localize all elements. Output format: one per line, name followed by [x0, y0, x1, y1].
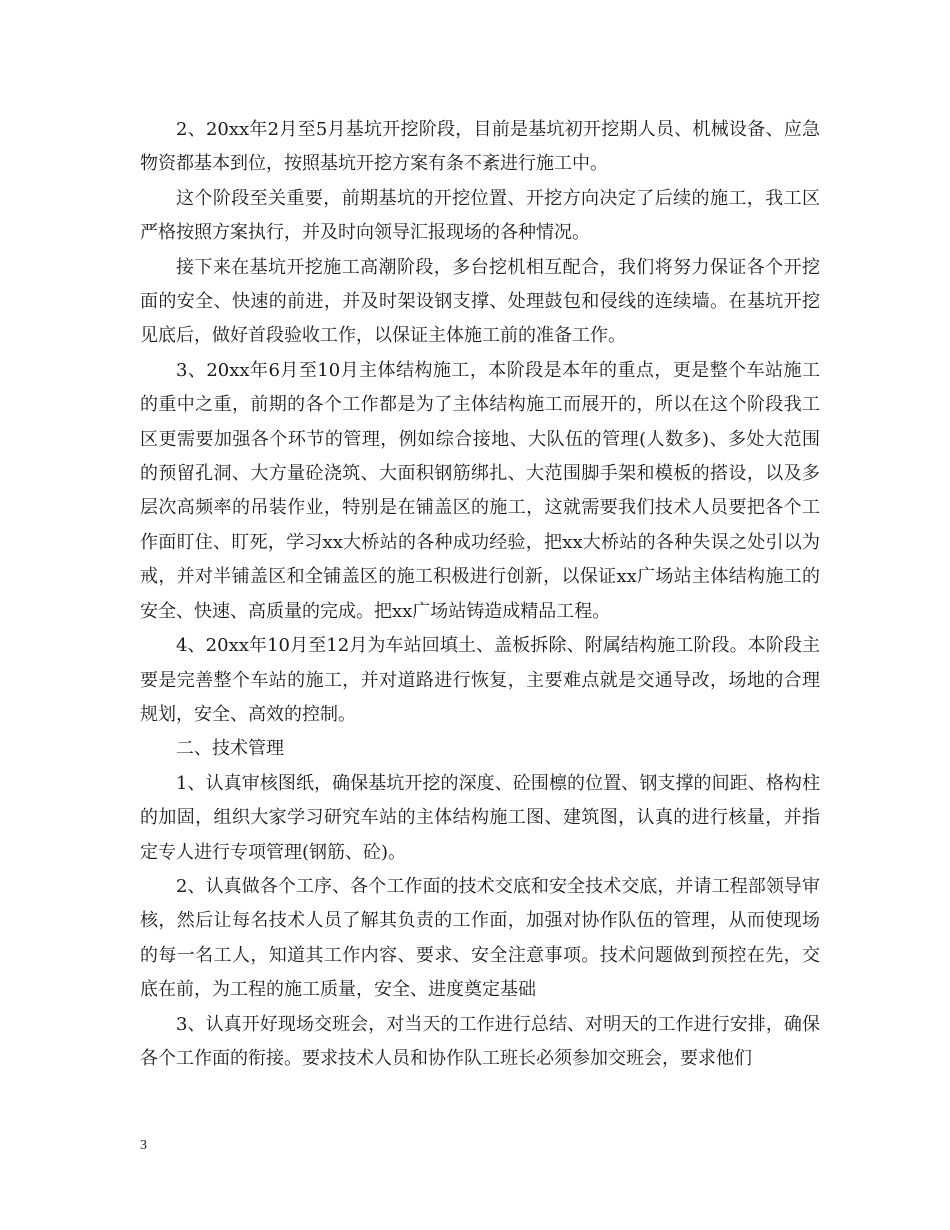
section-heading: 二、技术管理	[176, 738, 284, 760]
paragraph-3: 接下来在基坑开挖施工高潮阶段，多台挖机相互配合，我们将努力保证各个开挖面的安全、快速的前进，并及时架设钢支撑、处理鼓包和侵线的连续墙。在基坑开挖见底后，做好首段验收工作，以保证主体施工前的准备工作。	[140, 256, 820, 347]
page-number: 3	[140, 1138, 147, 1153]
paragraph-7: 2、认真做各个工序、各个工作面的技术交底和安全技术交底，并请工程部领导审核，然后让每名技术人员了解其负责的工作面，加强对协作队伍的管理，从而使现场的每一名工人，知道其工作内容、要求、安全注意事项。技术问题做到预控在先，交底在前，为工程的施工质量，安全、进度奠定基础	[140, 875, 820, 1001]
paragraph-6: 1、认真审核图纸，确保基坑开挖的深度、砼围檩的位置、钢支撑的间距、格构柱的加固，组织大家学习研究车站的主体结构施工图、建筑图，认真的进行核量，并指定专人进行专项管理(钢筋、砼)。	[140, 772, 820, 863]
document-body	[140, 113, 820, 1076]
paragraph-8: 3、认真开好现场交班会，对当天的工作进行总结、对明天的工作进行安排，确保各个工作面的衔接。要求技术人员和协作队工班长必须参加交班会，要求他们	[140, 1013, 820, 1069]
paragraph-2: 这个阶段至关重要，前期基坑的开挖位置、开挖方向决定了后续的施工，我工区严格按照方案执行，并及时向领导汇报现场的各种情况。	[140, 187, 820, 244]
paragraph-1: 2、20xx年2月至5月基坑开挖阶段，目前是基坑初开挖期人员、机械设备、应急物资都基本到位，按照基坑开挖方案有条不紊进行施工中。	[140, 119, 820, 175]
paragraph-5: 4、20xx年10月至12月为车站回填土、盖板拆除、附属结构施工阶段。本阶段主要是完善整个车站的施工，并对道路进行恢复，主要难点就是交通导改，场地的合理规划，安全、高效的控制。	[140, 635, 820, 725]
paragraph-4: 3、20xx年6月至10月主体结构施工，本阶段是本年的重点，更是整个车站施工的重中之重，前期的各个工作都是为了主体结构施工而展开的，所以在这个阶段我工区更需要加强各个环节的管理，例如综合接地、大队伍的管理(人数多)、多处大范围的预留孔洞、大方量砼浇筑、大面积钢筋绑扎、大范围脚手架和模板的搭设，以及多层次高频率的吊装作业，特别是在铺盖区的施工，这就需要我们技术人员要把各个工作面盯住、盯死，学习xx大桥站的各种成功经验，把xx大桥站的各种失误之处引以为戒，并对半铺盖区和全铺盖区的施工积极进行创新，以保证xx广场站主体结构施工的安全、快速、高质量的完成。把xx广场站铸造成精品工程。	[140, 359, 820, 622]
